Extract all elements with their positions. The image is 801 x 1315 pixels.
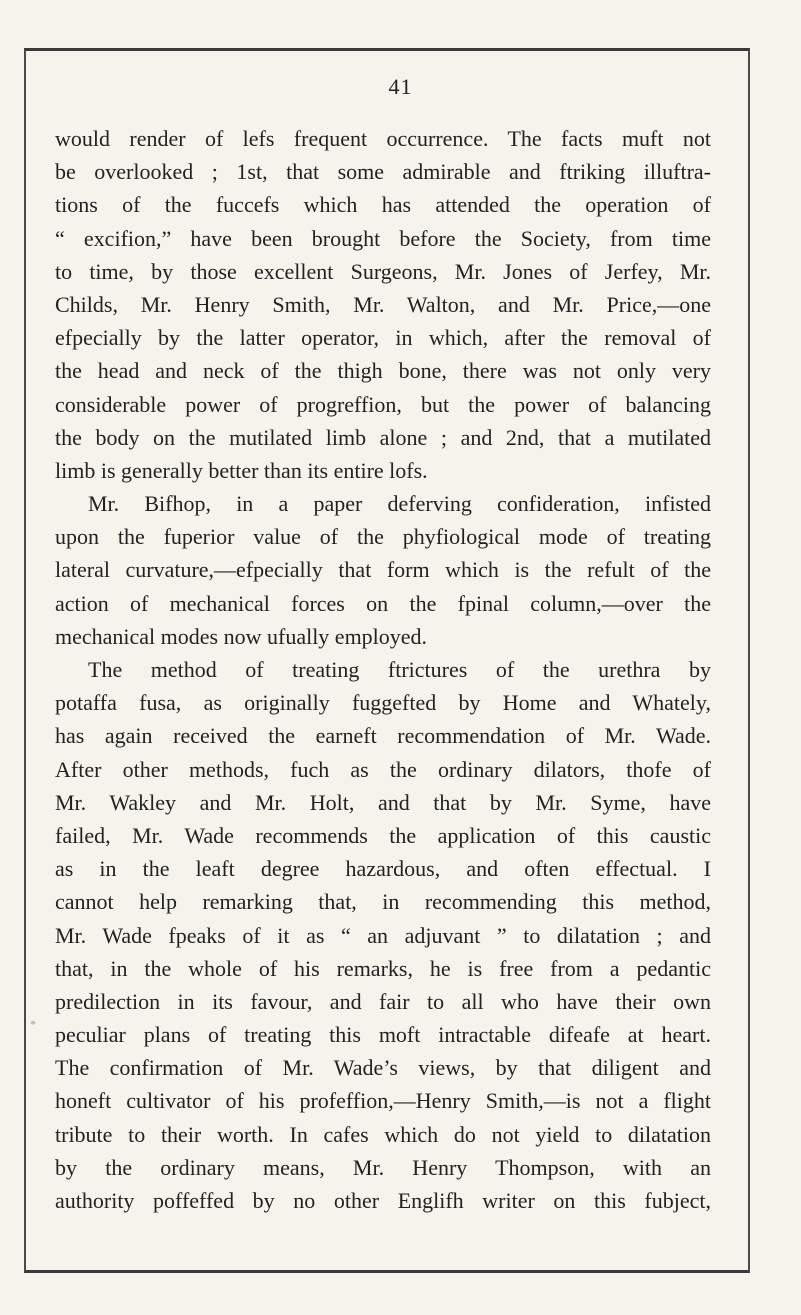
text-line: Mr. Bifhop, in a paper deferving confideration, infisted — [88, 491, 711, 517]
text-line: predilection in its favour, and fair to all who have their own — [55, 988, 711, 1014]
text-line: be overlooked ; 1st, that some admirable and ftriking illuftra- — [55, 159, 711, 185]
text-line: cannot help remarking that, in recommending this method, — [55, 889, 711, 915]
text-line: has again received the earneft recommendation of Mr. Wade. — [55, 723, 711, 749]
text-line: Childs, Mr. Henry Smith, Mr. Walton, and Mr. Price,—one — [55, 291, 711, 317]
text-line: limb is generally better than its entire lofs. — [55, 457, 428, 483]
text-line: peculiar plans of treating this moft intractable difeafe at heart. — [55, 1022, 711, 1048]
text-line: would render of lefs frequent occurrence. The facts muft not — [55, 126, 711, 151]
page-number: 41 — [388, 74, 413, 99]
body-text — [55, 122, 711, 1217]
text-line: “ excifion,” have been brought before the Society, from time — [55, 225, 711, 251]
text-line: considerable power of progreffion, but the power of balancing — [55, 391, 711, 417]
text-line: tions of the fuccefs which has attended the operation of — [55, 192, 711, 218]
text-line: the body on the mutilated limb alone ; and 2nd, that a mutilated — [55, 424, 711, 450]
text-line: by the ordinary means, Mr. Henry Thompson, with an — [55, 1154, 711, 1180]
text-line: failed, Mr. Wade recommends the application of this caustic — [55, 822, 711, 848]
text-line: as in the leaft degree hazardous, and often effectual. I — [55, 856, 711, 882]
text-line: efpecially by the latter operator, in which, after the removal of — [55, 325, 711, 351]
text-line: After other methods, fuch as the ordinary dilators, thofe of — [55, 756, 711, 782]
text-line: potaffa fusa, as originally fuggefted by Home and Whately, — [55, 690, 711, 716]
text-line: tribute to their worth. In cafes which do not yield to dilatation — [55, 1121, 711, 1147]
text-line: The confirmation of Mr. Wade’s views, by that diligent and — [55, 1055, 711, 1081]
text-line: to time, by those excellent Surgeons, Mr. Jones of Jerfey, Mr. — [55, 258, 711, 284]
text-line: upon the fuperior value of the phyfiological mode of treating — [55, 524, 711, 550]
text-line: The method of treating ftrictures of the urethra by — [88, 657, 711, 682]
text-line: honeft cultivator of his profeffion,—Henry Smith,—is not a flight — [55, 1088, 711, 1114]
margin-mark: * — [30, 1017, 36, 1031]
text-line: mechanical modes now ufually employed. — [55, 623, 428, 649]
text-line: that, in the whole of his remarks, he is free from a pedantic — [55, 955, 711, 981]
text-line: the head and neck of the thigh bone, there was not only very — [55, 358, 711, 384]
text-line: lateral curvature,—efpecially that form which is the refult of the — [55, 557, 711, 583]
text-line: Mr. Wakley and Mr. Holt, and that by Mr. Syme, have — [55, 789, 711, 815]
text-line: Mr. Wade fpeaks of it as “ an adjuvant ” to dilatation ; and — [55, 922, 711, 948]
text-line: action of mechanical forces on the fpinal column,—over the — [55, 590, 711, 616]
text-line: authority poffeffed by no other Englifh writer on this fubject, — [55, 1188, 711, 1213]
